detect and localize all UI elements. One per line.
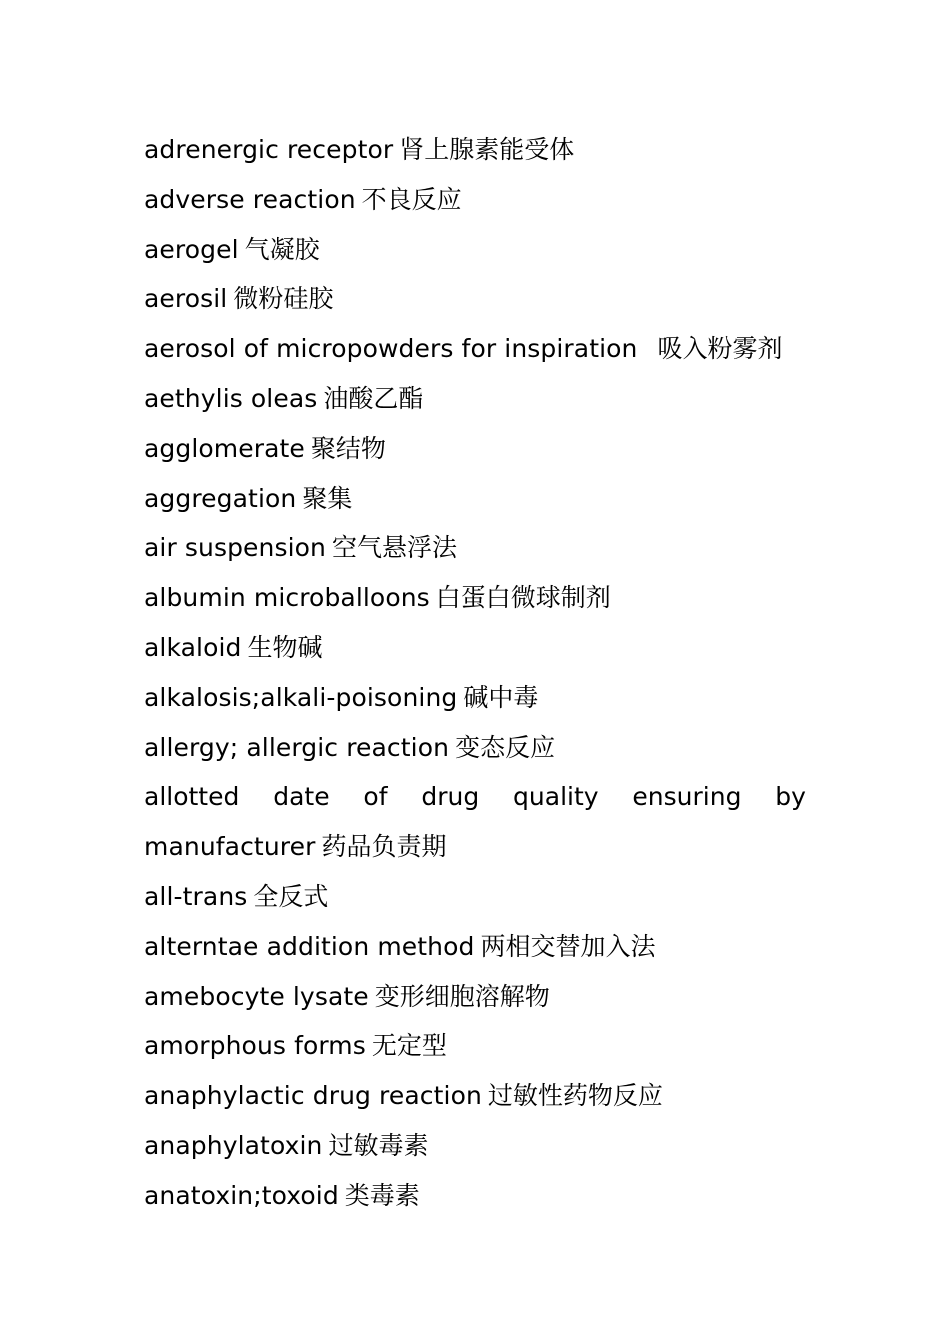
glossary-entry: [144, 374, 806, 424]
chinese-term: 吸入粉雾剂: [657, 334, 783, 364]
english-term: manufacturer: [144, 832, 316, 862]
chinese-term: 油酸乙酯: [323, 383, 424, 413]
term-word: drug: [421, 782, 480, 812]
chinese-term: 类毒素: [344, 1180, 420, 1210]
glossary-entry-multiline: [144, 772, 806, 872]
chinese-term: 气凝胶: [244, 234, 320, 264]
english-term: air suspension: [144, 533, 326, 563]
term-word: allotted: [144, 782, 240, 812]
chinese-term: 不良反应: [361, 184, 462, 214]
english-term: all-trans: [144, 881, 248, 911]
glossary-entry: [144, 274, 806, 324]
english-term: amorphous forms: [144, 1031, 366, 1061]
english-term: adverse reaction: [144, 184, 356, 214]
chinese-term: 变态反应: [455, 732, 556, 762]
term-word: of: [363, 782, 388, 812]
chinese-term: 聚集: [302, 483, 353, 513]
glossary-entry: [144, 723, 806, 773]
chinese-term: 过敏性药物反应: [487, 1081, 663, 1111]
english-term: aethylis oleas: [144, 383, 318, 413]
chinese-term: 药品负责期: [321, 832, 447, 862]
glossary-entry: [144, 922, 806, 972]
english-term: allergy; allergic reaction: [144, 732, 450, 762]
glossary-list: [144, 125, 806, 1221]
chinese-term: 碱中毒: [463, 682, 539, 712]
english-term: agglomerate: [144, 433, 305, 463]
english-term: aerosol of micropowders for inspiration: [144, 334, 638, 364]
chinese-term: 肾上腺素能受体: [399, 135, 575, 164]
term-word: by: [775, 782, 806, 812]
english-term: alkaloid: [144, 632, 242, 662]
glossary-entry: [144, 1021, 806, 1071]
term-word: ensuring: [632, 782, 742, 812]
glossary-entry: [144, 872, 806, 922]
glossary-entry: [144, 972, 806, 1022]
english-term: albumin microballoons: [144, 583, 430, 613]
glossary-entry: [144, 1171, 806, 1221]
glossary-entry: [144, 324, 806, 374]
english-term: anatoxin;toxoid: [144, 1180, 339, 1210]
glossary-entry: [144, 523, 806, 573]
english-term: anaphylactic drug reaction: [144, 1081, 482, 1111]
glossary-entry: [144, 1071, 806, 1121]
chinese-term: 聚结物: [310, 433, 386, 463]
chinese-term: 微粉硅胶: [233, 284, 334, 314]
term-word: quality: [513, 782, 599, 812]
english-term: adrenergic receptor: [144, 135, 394, 164]
glossary-entry: [144, 573, 806, 623]
term-continuation-line: [144, 822, 806, 872]
justified-term-line: [144, 772, 806, 822]
english-term: alterntae addition method: [144, 931, 475, 961]
english-term: anaphylatoxin: [144, 1130, 323, 1160]
english-term: alkalosis;alkali-poisoning: [144, 682, 458, 712]
chinese-term: 两相交替加入法: [480, 931, 656, 961]
term-word: date: [273, 782, 330, 812]
english-term: aggregation: [144, 483, 297, 513]
glossary-entry: [144, 424, 806, 474]
chinese-term: 过敏毒素: [328, 1130, 429, 1160]
chinese-term: 变形细胞溶解物: [374, 981, 550, 1011]
chinese-term: 白蛋白微球制剂: [435, 583, 611, 613]
glossary-entry: [144, 175, 806, 225]
chinese-term: 全反式: [253, 881, 329, 911]
chinese-term: 空气悬浮法: [332, 533, 458, 563]
english-term: aerogel: [144, 234, 239, 264]
chinese-term: 生物碱: [247, 632, 323, 662]
english-term: amebocyte lysate: [144, 981, 369, 1011]
glossary-entry: [144, 1121, 806, 1171]
glossary-entry: [144, 623, 806, 673]
glossary-entry: [144, 673, 806, 723]
glossary-entry: [144, 474, 806, 524]
english-term: aerosil: [144, 284, 228, 314]
glossary-entry: [144, 225, 806, 275]
chinese-term: 无定型: [371, 1031, 447, 1061]
glossary-entry: [144, 125, 806, 175]
